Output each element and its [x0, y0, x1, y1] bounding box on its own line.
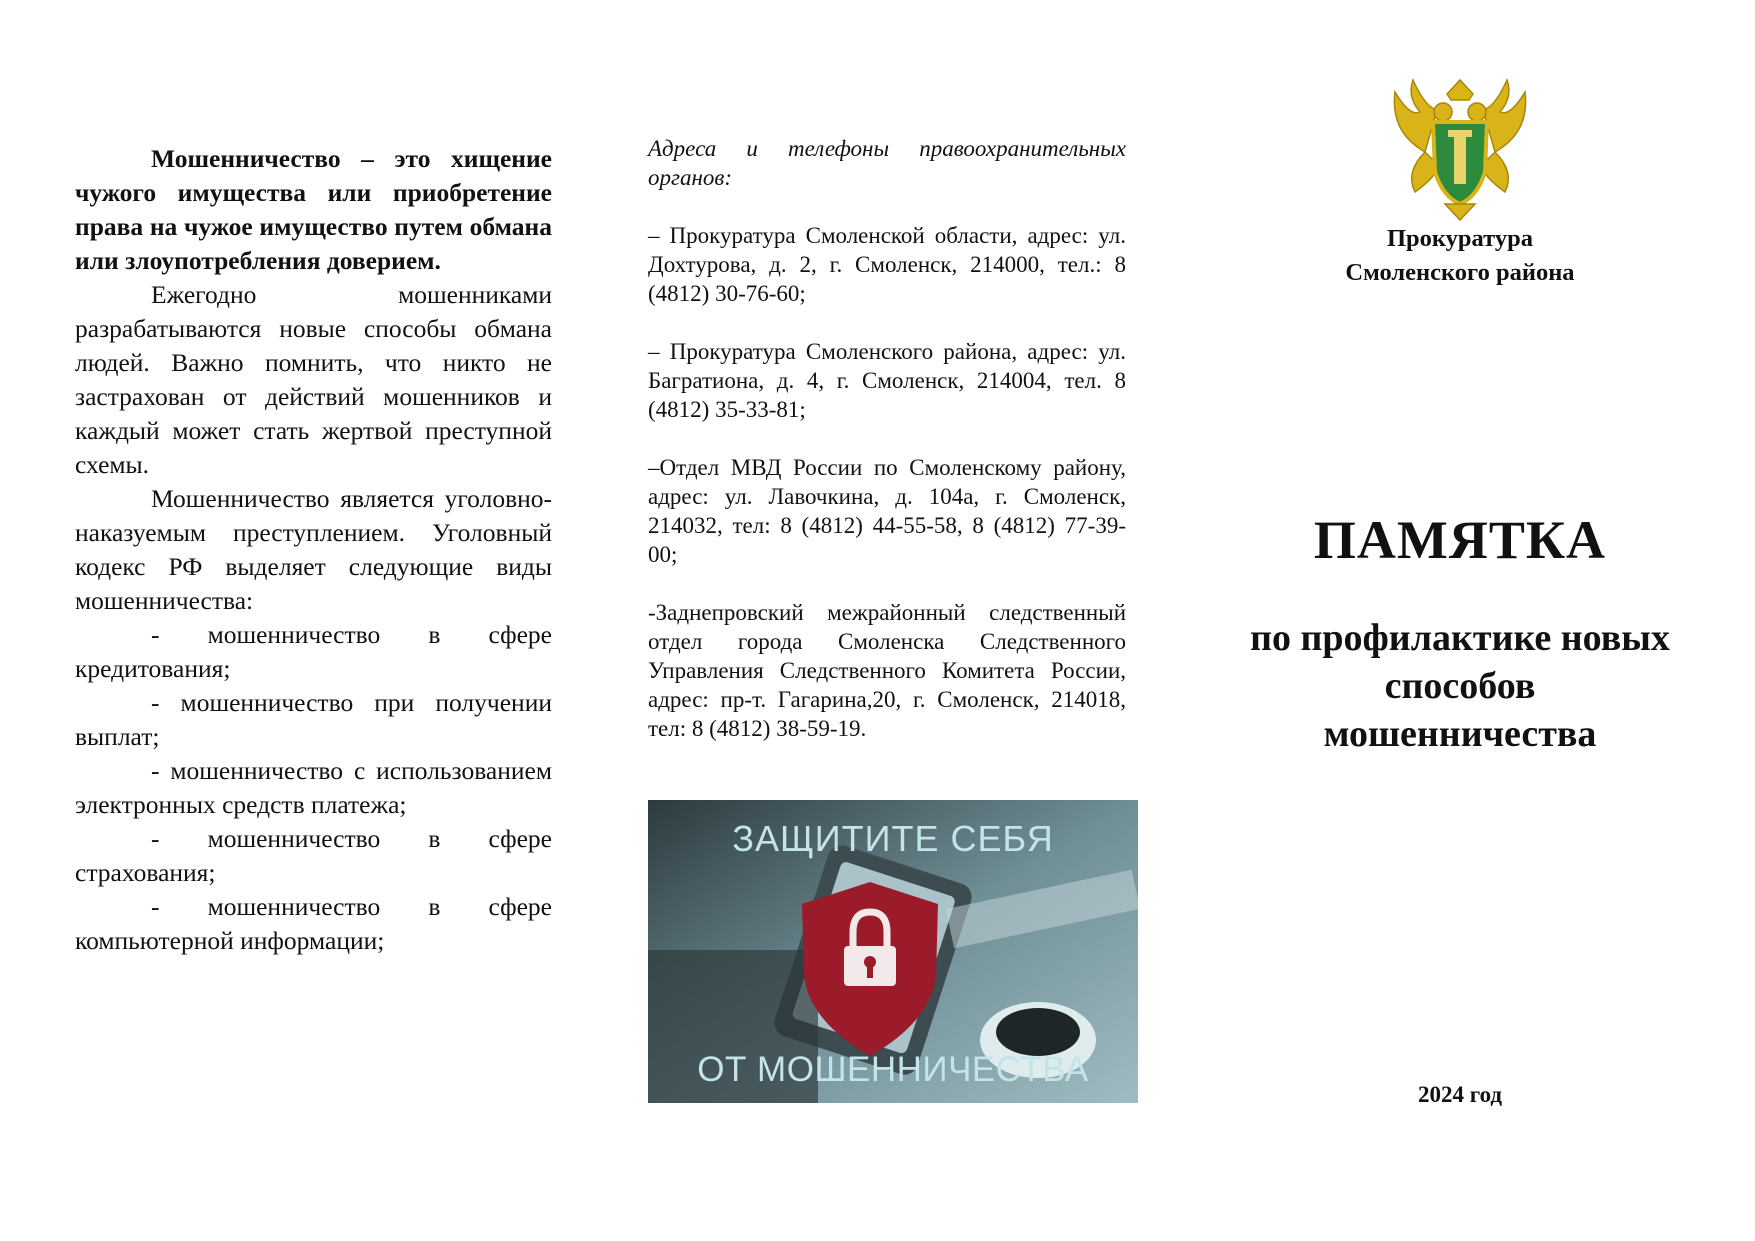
subtitle-line: мошенничества [1323, 713, 1597, 755]
fraud-type-item: - мошенничество в сфере кредитования; [75, 620, 552, 683]
left-column [75, 142, 552, 958]
page-subtitle [1205, 614, 1715, 758]
fraud-definition: Мошенничество – это хищение чужого имущества или приобретение права на чужое имущество путем обмана или злоупотребления доверием. [75, 144, 552, 275]
fraud-type-item: - мошенничество при получении выплат; [75, 688, 552, 751]
subtitle-line: по профилактике новых [1250, 617, 1670, 659]
banner-top-text: ЗАЩИТИТЕ СЕБЯ [732, 818, 1054, 859]
org-line: Смоленского района [1345, 259, 1575, 286]
prosecutor-emblem-icon [1385, 72, 1535, 222]
subtitle-line: способов [1384, 665, 1536, 707]
middle-column [648, 134, 1126, 772]
year-label: 2024 год [1417, 1082, 1503, 1107]
banner-bottom-text: ОТ МОШЕННИЧЕСТВА [697, 1050, 1089, 1089]
contact-entry: – Прокуратура Смоленской области, адрес: ул. Дохтурова, д. 2, г. Смоленск, 214000, тел.: 8 (4812) 30-76-60; [648, 223, 1126, 306]
contact-entry: –Отдел МВД России по Смоленскому району, адрес: ул. Лавочкина, д. 104а, г. Смоленск, 214032, тел: 8 (4812) 44-55-58, 8 (4812) 77-39-00; [648, 455, 1126, 567]
paragraph-new-methods: Ежегодно мошенниками разрабатываются новые способы обмана людей. Важно помнить, что никто не застрахован от действий мошенников и каждый может стать жертвой преступной схемы. [75, 280, 552, 479]
contact-entry: -Заднепровский межрайонный следственный отдел города Смоленска Следственного Управления Следственного Комитета России, адрес: пр-т. Гагарина,20, г. Смоленск, 214018, тел: 8 (4812) 38-59-19. [648, 600, 1126, 741]
contact-entry: – Прокуратура Смоленского района, адрес: ул. Багратиона, д. 4, г. Смоленск, 214004, тел. 8 (4812) 35-33-81; [648, 339, 1126, 422]
contacts-intro: Адреса и телефоны правоохранительных органов: [648, 136, 1126, 190]
org-line: Прокуратура [1386, 225, 1534, 252]
page-title: ПАМЯТКА [1313, 510, 1607, 570]
fraud-type-item: - мошенничество с использованием электронных средств платежа; [75, 756, 552, 819]
organization-name [1245, 222, 1675, 290]
protect-yourself-banner [648, 800, 1138, 1103]
fraud-type-item: - мошенничество в сфере компьютерной информации; [75, 892, 552, 955]
paragraph-criminal-code: Мошенничество является уголовно-наказуемым преступлением. Уголовный кодекс РФ выделяет следующие виды мошенничества: [75, 484, 552, 615]
fraud-type-item: - мошенничество в сфере страхования; [75, 824, 552, 887]
